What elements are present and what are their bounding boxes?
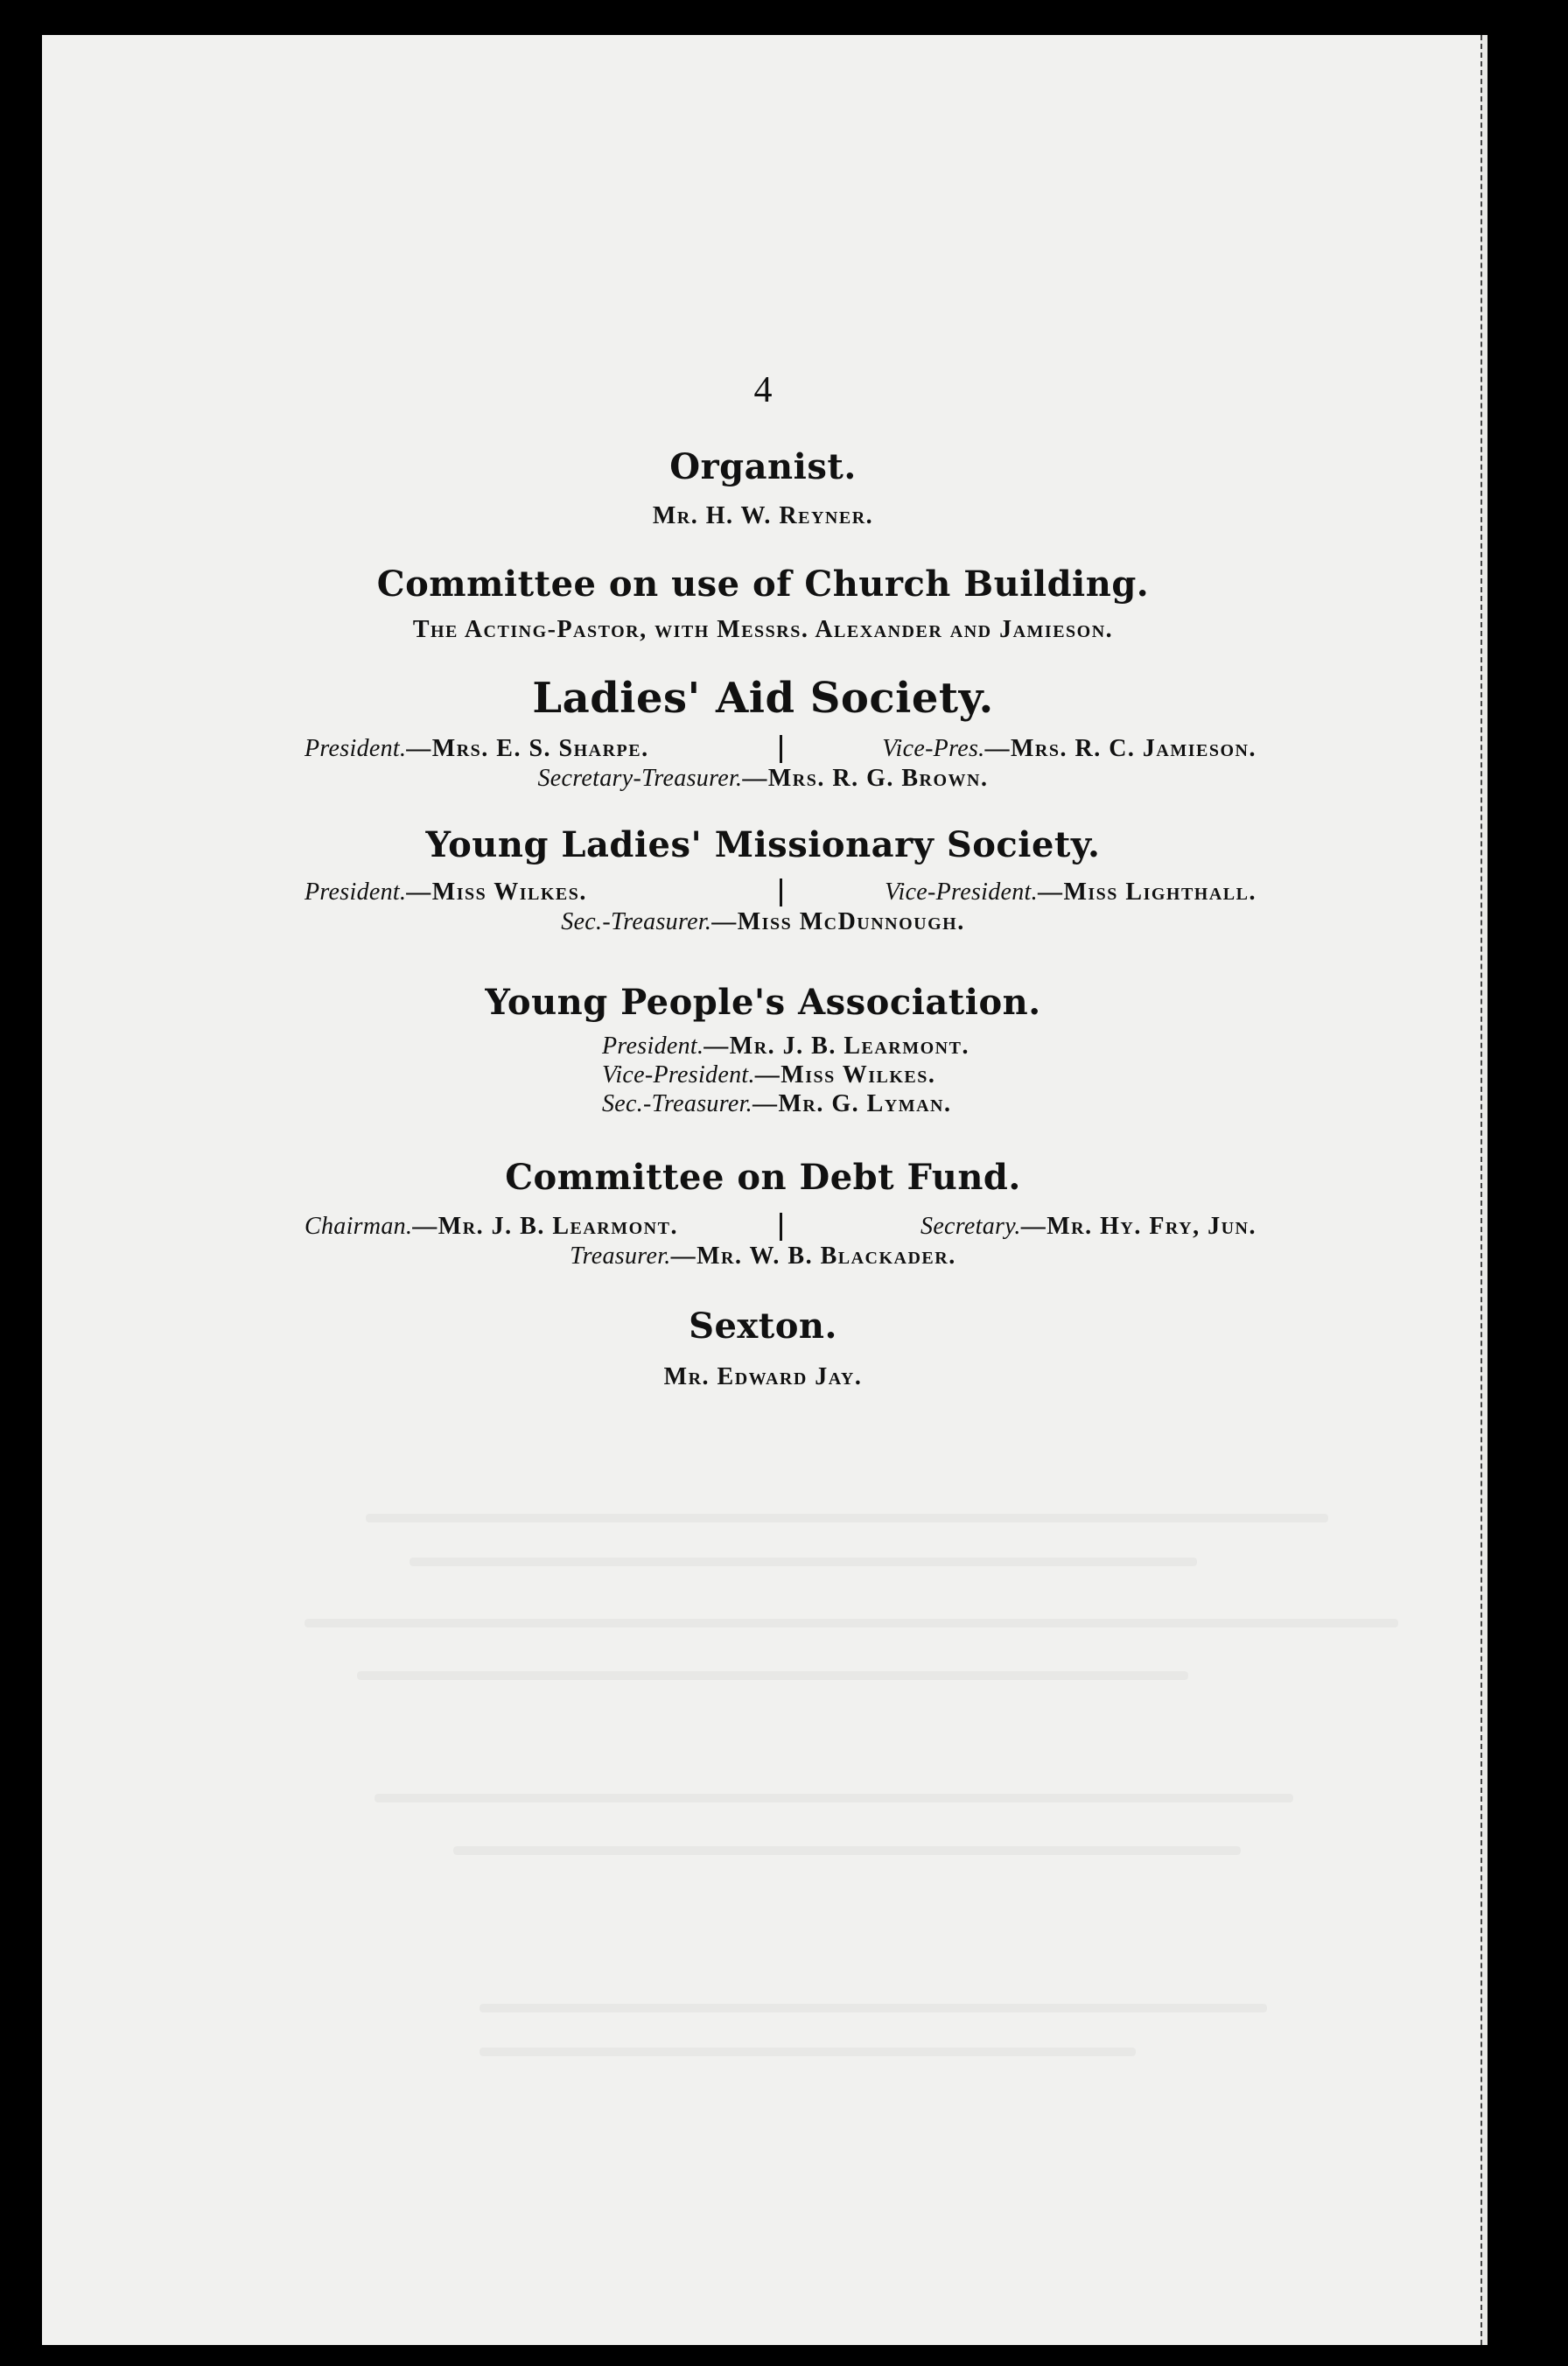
building-committee-heading: Committee on use of Church Building. (376, 564, 1150, 605)
sexton-name: Mr. Edward Jay. (663, 1363, 863, 1390)
column-divider (780, 1213, 782, 1241)
officer-line (602, 1032, 970, 1061)
show-through-line (366, 1514, 1328, 1522)
missionary-president (304, 878, 718, 906)
officer-name: —Mr. J. B. Learmont. (704, 1032, 970, 1060)
column-divider (780, 735, 782, 763)
ladies-aid-officers-row (304, 735, 1256, 763)
role-label: President. (304, 735, 407, 762)
officer-name: —Miss Lighthall. (1037, 878, 1256, 906)
debt-fund-heading: Committee on Debt Fund. (505, 1157, 1021, 1198)
organist-name: Mr. H. W. Reyner. (652, 502, 874, 529)
young-people-heading: Young People's Association. (485, 982, 1041, 1023)
role-label: President. (304, 878, 407, 906)
officer-line (602, 1090, 970, 1119)
role-label: Vice-Pres. (882, 735, 985, 762)
document-page (42, 35, 1484, 2345)
debt-fund-secretary (844, 1213, 1257, 1241)
officer-name: —Miss Wilkes. (754, 1061, 936, 1088)
show-through-line (357, 1671, 1188, 1680)
role-label: President. (602, 1032, 704, 1060)
role-label: Vice-President. (602, 1061, 755, 1088)
debt-fund-chairman (304, 1213, 718, 1241)
missionary-treasurer (42, 908, 1484, 936)
organist-heading: Organist. (669, 446, 857, 487)
show-through-line (480, 2048, 1136, 2056)
debt-fund-officers-row (304, 1213, 1256, 1241)
role-label: Vice-President. (885, 878, 1038, 906)
role-label: Sec.-Treasurer. (602, 1090, 752, 1117)
officer-name: —Mr. G. Lyman. (752, 1090, 952, 1117)
missionary-vice-president (844, 878, 1257, 906)
debt-fund-treasurer (42, 1242, 1484, 1270)
role-label: Sec.-Treasurer. (561, 908, 712, 935)
ladies-aid-secretary (42, 765, 1484, 793)
role-label: Secretary. (920, 1213, 1021, 1240)
show-through-line (410, 1558, 1197, 1566)
page-number: 4 (753, 370, 773, 410)
missionary-officers-row (304, 878, 1256, 906)
officer-name: —Mrs. E. S. Sharpe. (406, 735, 649, 762)
ladies-aid-president (304, 735, 718, 763)
show-through-line (304, 1619, 1398, 1628)
officer-name: —Miss McDunnough. (711, 908, 965, 935)
officer-line (602, 1061, 970, 1090)
officer-name: —Miss Wilkes. (406, 878, 587, 906)
show-through-line (374, 1794, 1293, 1802)
facing-page-edge (1480, 35, 1488, 2345)
missionary-heading: Young Ladies' Missionary Society. (425, 824, 1101, 865)
column-divider (780, 878, 782, 906)
officer-name: —Mrs. R. G. Brown. (742, 765, 989, 792)
officer-name: —Mrs. R. C. Jamieson. (984, 735, 1256, 762)
show-through-line (453, 1846, 1241, 1855)
sexton-heading: Sexton. (689, 1306, 837, 1347)
officer-name: —Mr. W. B. Blackader. (670, 1242, 956, 1270)
role-label: Secretary-Treasurer. (537, 765, 743, 792)
building-committee-members: The Acting-Pastor, with Messrs. Alexander and Jamieson. (412, 616, 1114, 643)
role-label: Treasurer. (570, 1242, 671, 1270)
show-through-line (480, 2004, 1267, 2012)
role-label: Chairman. (304, 1213, 413, 1240)
officer-name: —Mr. J. B. Learmont. (412, 1213, 678, 1240)
ladies-aid-vice-president (844, 735, 1257, 763)
officer-name: —Mr. Hy. Fry, Jun. (1020, 1213, 1256, 1240)
young-people-officers (602, 1032, 970, 1119)
ladies-aid-heading: Ladies' Aid Society. (532, 674, 994, 723)
